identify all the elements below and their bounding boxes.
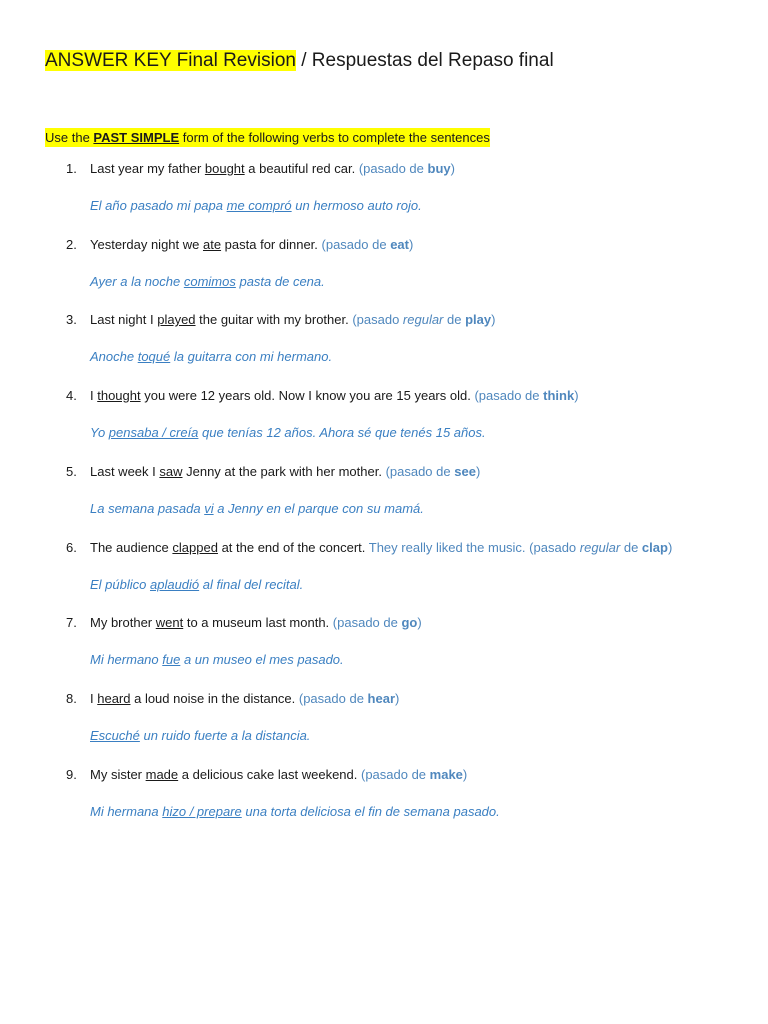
en-before: Last week I xyxy=(90,464,160,479)
es-verb: me compró xyxy=(226,198,292,213)
es-verb: comimos xyxy=(183,274,236,289)
verb-note xyxy=(361,767,467,782)
note-close: ) xyxy=(408,237,414,252)
instruction xyxy=(45,128,490,147)
item-number: 7. xyxy=(66,615,77,630)
note-open: (pasado de xyxy=(332,615,402,630)
es-after: pasta de cena. xyxy=(235,274,325,289)
es-verb: aplaudió xyxy=(149,577,200,592)
es-after: un ruido fuerte a la distancia. xyxy=(139,728,311,743)
note-open: (pasado xyxy=(529,540,580,555)
spanish-translation xyxy=(90,348,332,366)
note-close: ) xyxy=(491,312,496,327)
item-number: 6. xyxy=(66,540,77,555)
note-verb: see xyxy=(454,464,476,479)
page-title xyxy=(45,48,554,74)
note-close: ) xyxy=(574,388,579,403)
en-before: Yesterday night we xyxy=(90,237,203,252)
es-after: que tenías 12 años. Ahora sé que tenés 15 años. xyxy=(198,425,486,440)
en-before: The audience xyxy=(90,540,173,555)
es-before: Ayer a la noche xyxy=(90,274,184,289)
note-open: (pasado de xyxy=(474,388,544,403)
item-number: 2. xyxy=(66,237,77,252)
english-sentence xyxy=(90,387,579,405)
note-open: (pasado de xyxy=(360,767,430,782)
english-sentence xyxy=(90,614,422,632)
note-verb: make xyxy=(429,767,463,782)
es-after: un hermoso auto rojo. xyxy=(291,198,422,213)
verb-note xyxy=(333,615,422,630)
en-before: I xyxy=(90,388,98,403)
instruction-emphasis: PAST SIMPLE xyxy=(93,130,180,145)
spanish-translation xyxy=(90,727,310,745)
en-verb: clapped xyxy=(172,540,218,555)
en-before: My brother xyxy=(90,615,156,630)
en-before: My sister xyxy=(90,767,146,782)
spanish-translation xyxy=(90,500,424,518)
english-sentence xyxy=(90,236,413,254)
en-after: pasta for dinner. xyxy=(221,237,322,252)
note-regular: regular xyxy=(402,312,444,327)
es-after: una torta deliciosa el fin de semana pasado. xyxy=(241,804,500,819)
es-verb: vi xyxy=(204,501,214,516)
note-verb: think xyxy=(543,388,575,403)
instruction-before: Use the xyxy=(45,130,94,145)
es-after: a un museo el mes pasado. xyxy=(180,652,344,667)
es-before: La semana pasada xyxy=(90,501,205,516)
en-after: a loud noise in the distance. xyxy=(130,691,299,706)
spanish-translation xyxy=(90,424,486,442)
es-before: Mi hermana xyxy=(90,804,163,819)
es-verb: Escuché xyxy=(90,728,140,743)
en-after: a delicious cake last weekend. xyxy=(178,767,361,782)
verb-note xyxy=(386,464,481,479)
note-close: ) xyxy=(395,691,400,706)
instruction-after: form of the following verbs to complete the sentences xyxy=(179,130,490,145)
title-highlighted: ANSWER KEY Final Revision xyxy=(45,50,296,71)
english-sentence xyxy=(90,690,399,708)
item-number: 1. xyxy=(66,161,77,176)
en-before: Last night I xyxy=(90,312,158,327)
english-sentence xyxy=(90,766,467,784)
note-open: (pasado xyxy=(352,312,403,327)
note-open: (pasado de xyxy=(321,237,391,252)
en-after: Jenny at the park with her mother. xyxy=(182,464,386,479)
note-close: ) xyxy=(417,615,422,630)
verb-note xyxy=(359,161,455,176)
es-before: El año pasado mi papa xyxy=(90,198,227,213)
note-extra: They really liked the music. xyxy=(368,540,530,555)
note-open: (pasado de xyxy=(385,464,455,479)
en-verb: played xyxy=(157,312,196,327)
en-verb: heard xyxy=(97,691,131,706)
note-close: ) xyxy=(462,767,468,782)
english-sentence xyxy=(90,539,672,557)
verb-note xyxy=(322,237,414,252)
en-after: at the end of the concert. xyxy=(217,540,369,555)
english-sentence xyxy=(90,463,480,481)
en-after: the guitar with my brother. xyxy=(195,312,353,327)
spanish-translation xyxy=(90,273,325,291)
en-after: to a museum last month. xyxy=(183,615,333,630)
en-verb: thought xyxy=(97,388,141,403)
es-verb: toqué xyxy=(137,349,171,364)
spanish-translation xyxy=(90,197,422,215)
note-verb: buy xyxy=(427,161,451,176)
en-before: I xyxy=(90,691,98,706)
item-number: 5. xyxy=(66,464,77,479)
es-after: la guitarra con mi hermano. xyxy=(170,349,333,364)
note-verb: go xyxy=(401,615,418,630)
en-verb: went xyxy=(155,615,184,630)
en-verb: saw xyxy=(159,464,183,479)
note-verb: clap xyxy=(641,540,668,555)
es-before: Mi hermano xyxy=(90,652,163,667)
english-sentence xyxy=(90,160,455,178)
english-sentence xyxy=(90,311,495,329)
note-regular: regular xyxy=(579,540,621,555)
item-number: 8. xyxy=(66,691,77,706)
en-verb: made xyxy=(145,767,179,782)
en-before: Last year my father xyxy=(90,161,205,176)
en-after: you were 12 years old. Now I know you are 15 years old. xyxy=(140,388,475,403)
verb-note xyxy=(352,312,495,327)
note-close: ) xyxy=(475,464,481,479)
title-rest: / Respuestas del Repaso final xyxy=(295,50,554,71)
item-number: 3. xyxy=(66,312,77,327)
note-close: ) xyxy=(450,161,455,176)
verb-note xyxy=(474,388,578,403)
note-open: (pasado de xyxy=(358,161,428,176)
note-mid: de xyxy=(620,540,642,555)
es-verb: pensaba / creía xyxy=(108,425,199,440)
note-open: (pasado de xyxy=(298,691,368,706)
en-verb: ate xyxy=(202,237,222,252)
note-verb: play xyxy=(465,312,492,327)
es-before: Anoche xyxy=(90,349,138,364)
es-before: El público xyxy=(90,577,150,592)
es-verb: fue xyxy=(162,652,181,667)
es-after: a Jenny en el parque con su mamá. xyxy=(213,501,424,516)
es-verb: hizo / prepare xyxy=(162,804,242,819)
verb-note xyxy=(369,540,673,555)
verb-note xyxy=(299,691,399,706)
note-mid: de xyxy=(443,312,466,327)
spanish-translation xyxy=(90,651,344,669)
es-before: Yo xyxy=(90,425,109,440)
note-close: ) xyxy=(667,540,673,555)
item-number: 4. xyxy=(66,388,77,403)
en-after: a beautiful red car. xyxy=(244,161,359,176)
spanish-translation xyxy=(90,576,303,594)
note-verb: hear xyxy=(367,691,396,706)
item-number: 9. xyxy=(66,767,77,782)
spanish-translation xyxy=(90,803,500,821)
note-verb: eat xyxy=(390,237,409,252)
en-verb: bought xyxy=(204,161,245,176)
es-after: al final del recital. xyxy=(199,577,304,592)
